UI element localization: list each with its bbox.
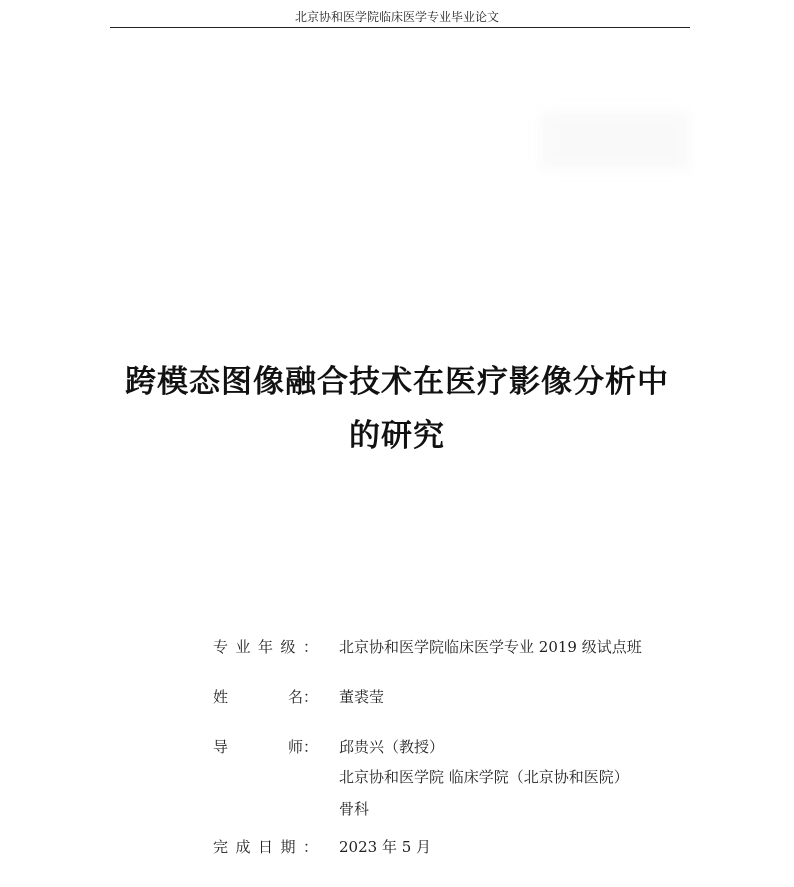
- supervisor-name: 邱贵兴（教授）: [339, 738, 445, 756]
- major-year-label-char: 级: [280, 638, 296, 656]
- completion-date-value: 2023 年 5 月: [339, 838, 432, 856]
- major-year-label-char: 年: [258, 638, 274, 656]
- completion-date-label-char: 期: [280, 838, 296, 856]
- author-name: 董裘莹: [339, 688, 385, 706]
- thesis-title-line-2: 的研究: [349, 418, 445, 454]
- name-colon: ：: [303, 688, 319, 706]
- header-rule: [110, 27, 690, 28]
- supervisor-colon: ：: [303, 738, 319, 756]
- major-year-value: 北京协和医学院临床医学专业 2019 级试点班: [339, 638, 642, 656]
- major-year-label: [213, 636, 319, 657]
- supervisor-label-second: 师: [287, 738, 303, 756]
- major-year-label-char: 业: [235, 638, 251, 656]
- supervisor-affiliation: 北京协和医学院 临床学院（北京协和医院）: [339, 768, 629, 786]
- thesis-title-line-1: 跨模态图像融合技术在医疗影像分析中: [125, 364, 669, 400]
- running-header: 北京协和医学院临床医学专业毕业论文: [294, 10, 499, 24]
- supervisor-label: [213, 736, 319, 757]
- completion-date-colon: ：: [303, 838, 319, 856]
- major-year-label-char: 专: [213, 638, 229, 656]
- name-label-first: 姓: [213, 688, 229, 706]
- completion-date-label: [213, 836, 319, 857]
- supervisor-department: 骨科: [339, 800, 370, 818]
- supervisor-label-first: 导: [213, 738, 229, 756]
- name-label-second: 名: [287, 688, 303, 706]
- completion-date-label-char: 完: [213, 838, 229, 856]
- completion-date-label-char: 成: [235, 838, 251, 856]
- completion-date-label-char: 日: [258, 838, 274, 856]
- faded-stamp: [540, 112, 690, 170]
- name-label: [213, 686, 319, 707]
- major-year-colon: ：: [303, 638, 319, 656]
